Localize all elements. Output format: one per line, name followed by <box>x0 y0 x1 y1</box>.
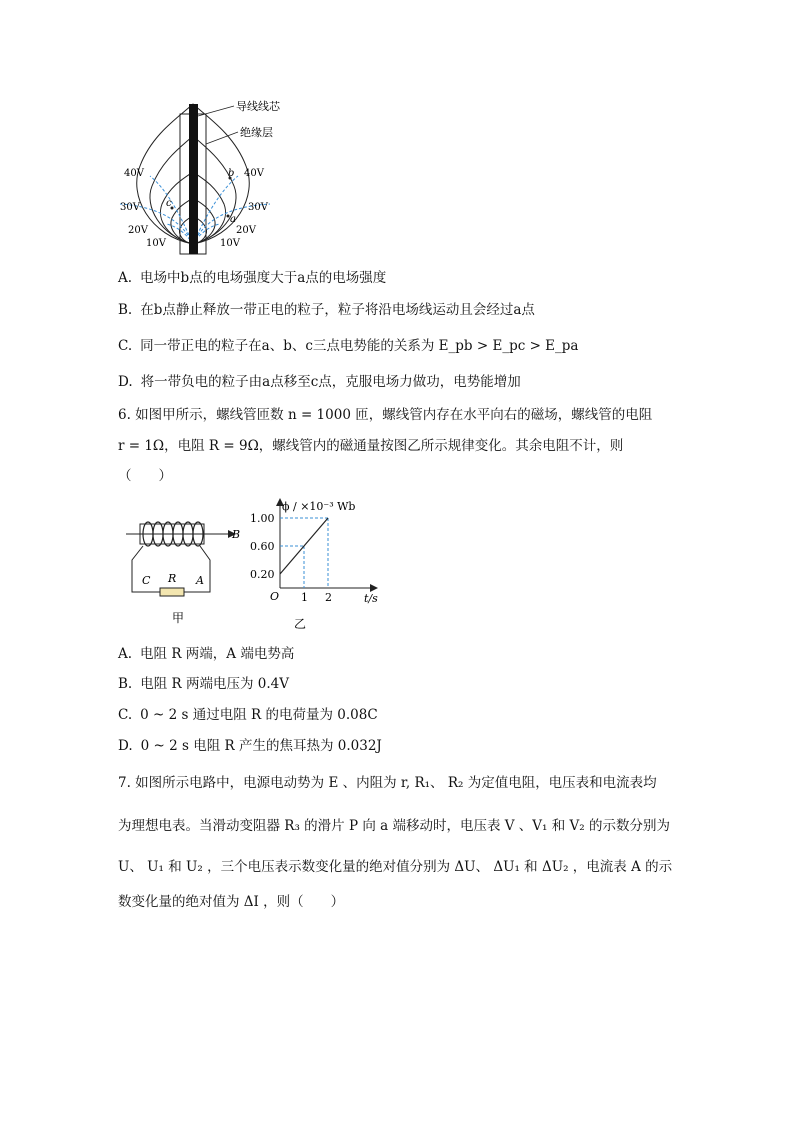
label-right-20v: 20V <box>236 225 256 236</box>
label-core: 导线线芯 <box>236 100 280 113</box>
solenoid-circuit <box>124 512 242 628</box>
label-b: B <box>232 528 241 541</box>
x-tick-label: 2 <box>325 591 332 604</box>
chart-xlabel: t/s <box>364 592 378 605</box>
y-tick-label: 0.60 <box>250 540 275 553</box>
q6-option-a: A. 电阻 R 两端，A 端电势高 <box>118 646 295 662</box>
label-right-10v: 10V <box>220 238 240 249</box>
q6-stem-line3: （ ） <box>118 468 172 484</box>
q6-stem-line1: 6. 如图甲所示，螺线管匝数 n = 1000 匝，螺线管内存在水平向右的磁场，螺线管的电阻 <box>118 407 653 423</box>
label-a: A <box>196 574 204 587</box>
q6-stem-line2: r = 1Ω，电阻 R = 9Ω，螺线管内的磁通量按图乙所示规律变化。其余电阻不计，则 <box>118 438 624 454</box>
q6-option-c: C. 0 ~ 2 s 通过电阻 R 的电荷量为 0.08C <box>118 707 378 723</box>
label-right-30v: 30V <box>248 202 268 213</box>
point-b: b <box>228 168 235 179</box>
point-a: a <box>230 214 236 225</box>
q5-option-b: B. 在b点静止释放一带正电的粒子，粒子将沿电场线运动且会经过a点 <box>118 302 535 318</box>
caption-yi: 乙 <box>294 617 307 630</box>
q6-option-b: B. 电阻 R 两端电压为 0.4V <box>118 676 289 692</box>
label-right-40v: 40V <box>244 168 264 179</box>
q6-option-d: D. 0 ~ 2 s 电阻 R 产生的焦耳热为 0.032J <box>118 738 382 754</box>
label-c: C <box>142 574 151 587</box>
q7-stem-line1: 7. 如图所示电路中，电源电动势为 E 、内阻为 r, R₁、 R₂ 为定值电阻，电压表和电流表均 <box>118 775 657 791</box>
label-r: R <box>168 572 177 585</box>
q5-option-a: A. 电场中b点的电场强度大于a点的电场强度 <box>118 270 387 286</box>
x-tick-label: 1 <box>301 591 308 604</box>
q7-stem-line3: U、 U₁ 和 U₂ ，三个电压表示数变化量的绝对值分别为 ΔU、 ΔU₁ 和 ΔU₂ ，电流表 A 的示 <box>118 859 673 875</box>
wire-core <box>189 104 198 254</box>
q5-option-d: D. 将一带负电的粒子由a点移至c点，克服电场力做功，电势能增加 <box>118 374 521 390</box>
label-left-40v: 40V <box>124 168 144 179</box>
point-c: c <box>166 198 172 209</box>
flux-chart <box>248 494 388 630</box>
label-left-10v: 10V <box>146 238 166 249</box>
label-insulation: 绝缘层 <box>240 126 273 139</box>
q7-stem-line4: 数变化量的绝对值为 ΔI ，则（ ） <box>118 894 345 910</box>
chart-ylabel: ϕ / ×10⁻³ Wb <box>282 500 356 513</box>
q5-option-c: C. 同一带正电的粒子在a、b、c三点电势能的关系为 E_pb > E_pc > E_pa <box>118 338 579 354</box>
resistor-r <box>160 588 184 596</box>
label-left-20v: 20V <box>128 225 148 236</box>
chart-origin: O <box>270 590 280 603</box>
q7-stem-line2: 为理想电表。当滑动变阻器 R₃ 的滑片 P 向 a 端移动时，电压表 V 、V₁ 和 V₂ 的示数分别为 <box>118 818 670 834</box>
label-left-30v: 30V <box>120 202 140 213</box>
y-tick-label: 0.20 <box>250 568 275 581</box>
equipotential-figure <box>110 96 280 258</box>
caption-jia: 甲 <box>172 611 185 625</box>
y-tick-label: 1.00 <box>250 512 275 525</box>
